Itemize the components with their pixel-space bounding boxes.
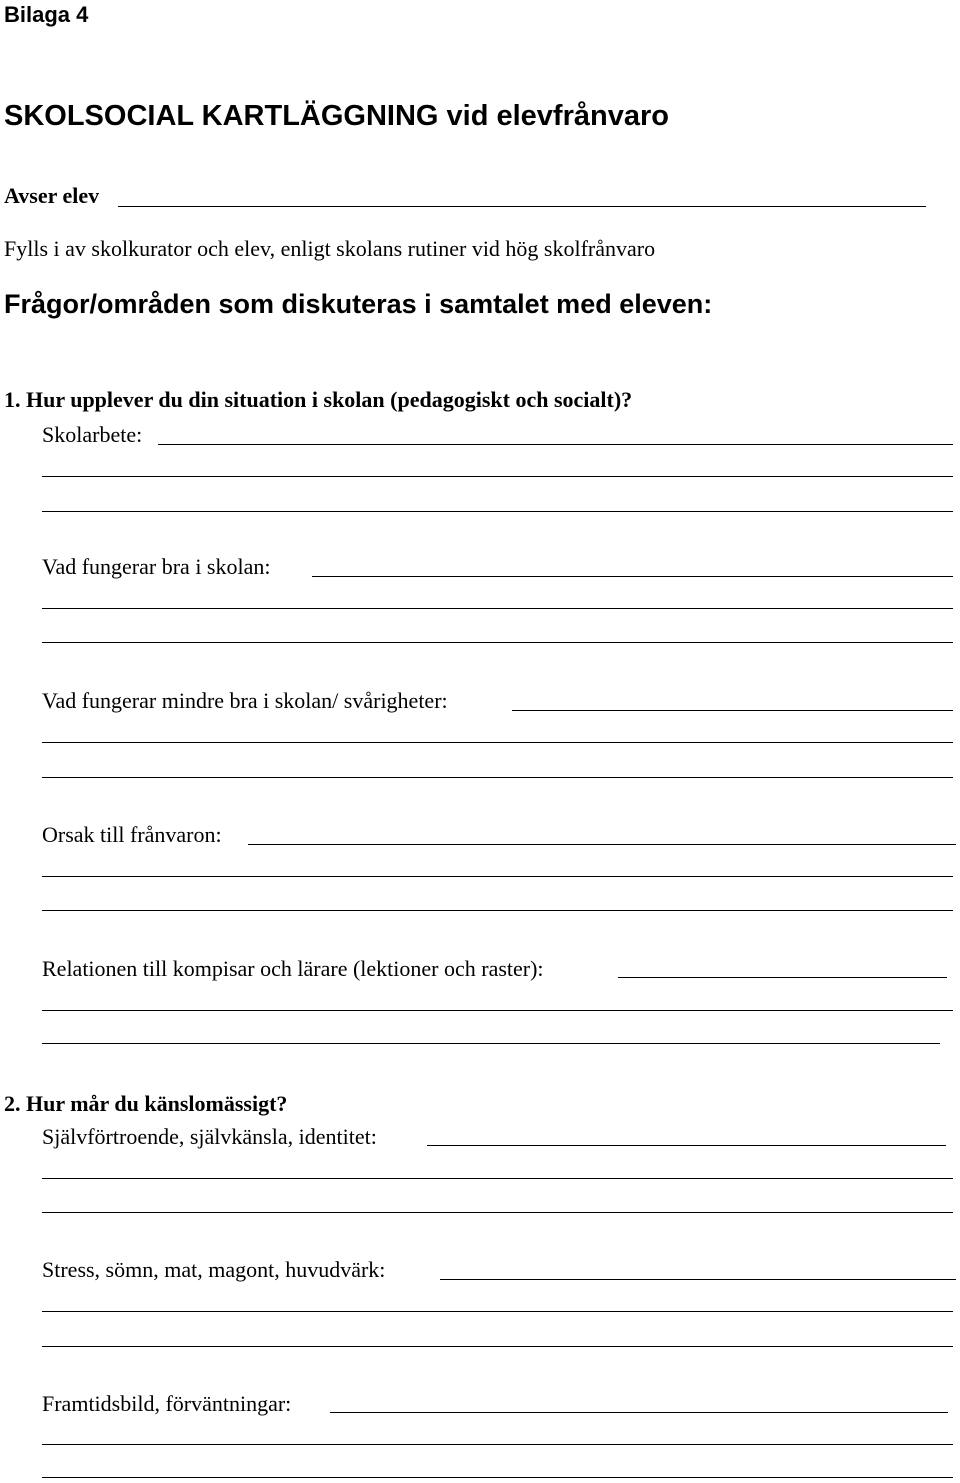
- answer-line[interactable]: [42, 1212, 953, 1213]
- answer-line[interactable]: [440, 1279, 956, 1280]
- field-label-stress: Stress, sömn, mat, magont, huvudvärk:: [42, 1257, 386, 1282]
- answer-line[interactable]: [42, 1477, 953, 1478]
- field-label-framtidsbild: Framtidsbild, förväntningar:: [42, 1391, 292, 1416]
- answer-line[interactable]: [42, 910, 953, 911]
- question-2-heading: 2. Hur mår du känslomässigt?: [4, 1091, 288, 1116]
- answer-line[interactable]: [618, 977, 947, 978]
- page-title: SKOLSOCIAL KARTLÄGGNING vid elevfrånvaro: [4, 100, 669, 132]
- field-label-relationen: Relationen till kompisar och lärare (lektioner och raster):: [42, 956, 544, 981]
- answer-line[interactable]: [42, 1043, 940, 1044]
- answer-line[interactable]: [42, 1010, 953, 1011]
- answer-line[interactable]: [42, 1178, 953, 1179]
- answer-line[interactable]: [42, 511, 953, 512]
- answer-line[interactable]: [42, 608, 953, 609]
- answer-line[interactable]: [312, 576, 953, 577]
- field-label-fungerar-bra: Vad fungerar bra i skolan:: [42, 554, 271, 579]
- answer-line[interactable]: [158, 444, 953, 445]
- answer-line[interactable]: [330, 1412, 948, 1413]
- student-name-field[interactable]: [118, 206, 926, 207]
- answer-line[interactable]: [42, 642, 953, 643]
- field-label-orsak: Orsak till frånvaron:: [42, 822, 222, 847]
- answer-line[interactable]: [42, 742, 953, 743]
- section-subheading: Frågor/områden som diskuteras i samtalet med eleven:: [4, 289, 713, 319]
- answer-line[interactable]: [42, 777, 953, 778]
- question-1-heading: 1. Hur upplever du din situation i skolan (pedagogiskt och socialt)?: [4, 387, 633, 412]
- answer-line[interactable]: [427, 1145, 946, 1146]
- answer-line[interactable]: [512, 710, 953, 711]
- answer-line[interactable]: [42, 1444, 953, 1445]
- answer-line[interactable]: [42, 1311, 953, 1312]
- student-label: Avser elev: [4, 183, 100, 208]
- answer-line[interactable]: [42, 476, 953, 477]
- field-label-sjalvfortroende: Självförtroende, självkänsla, identitet:: [42, 1124, 377, 1149]
- field-label-svarigheter: Vad fungerar mindre bra i skolan/ svårigheter:: [42, 688, 448, 713]
- field-label-skolarbete: Skolarbete:: [42, 422, 143, 447]
- attachment-label: Bilaga 4: [4, 2, 89, 27]
- answer-line[interactable]: [42, 1346, 953, 1347]
- instruction-text: Fylls i av skolkurator och elev, enligt skolans rutiner vid hög skolfrånvaro: [4, 236, 656, 261]
- answer-line[interactable]: [42, 876, 953, 877]
- answer-line[interactable]: [248, 844, 956, 845]
